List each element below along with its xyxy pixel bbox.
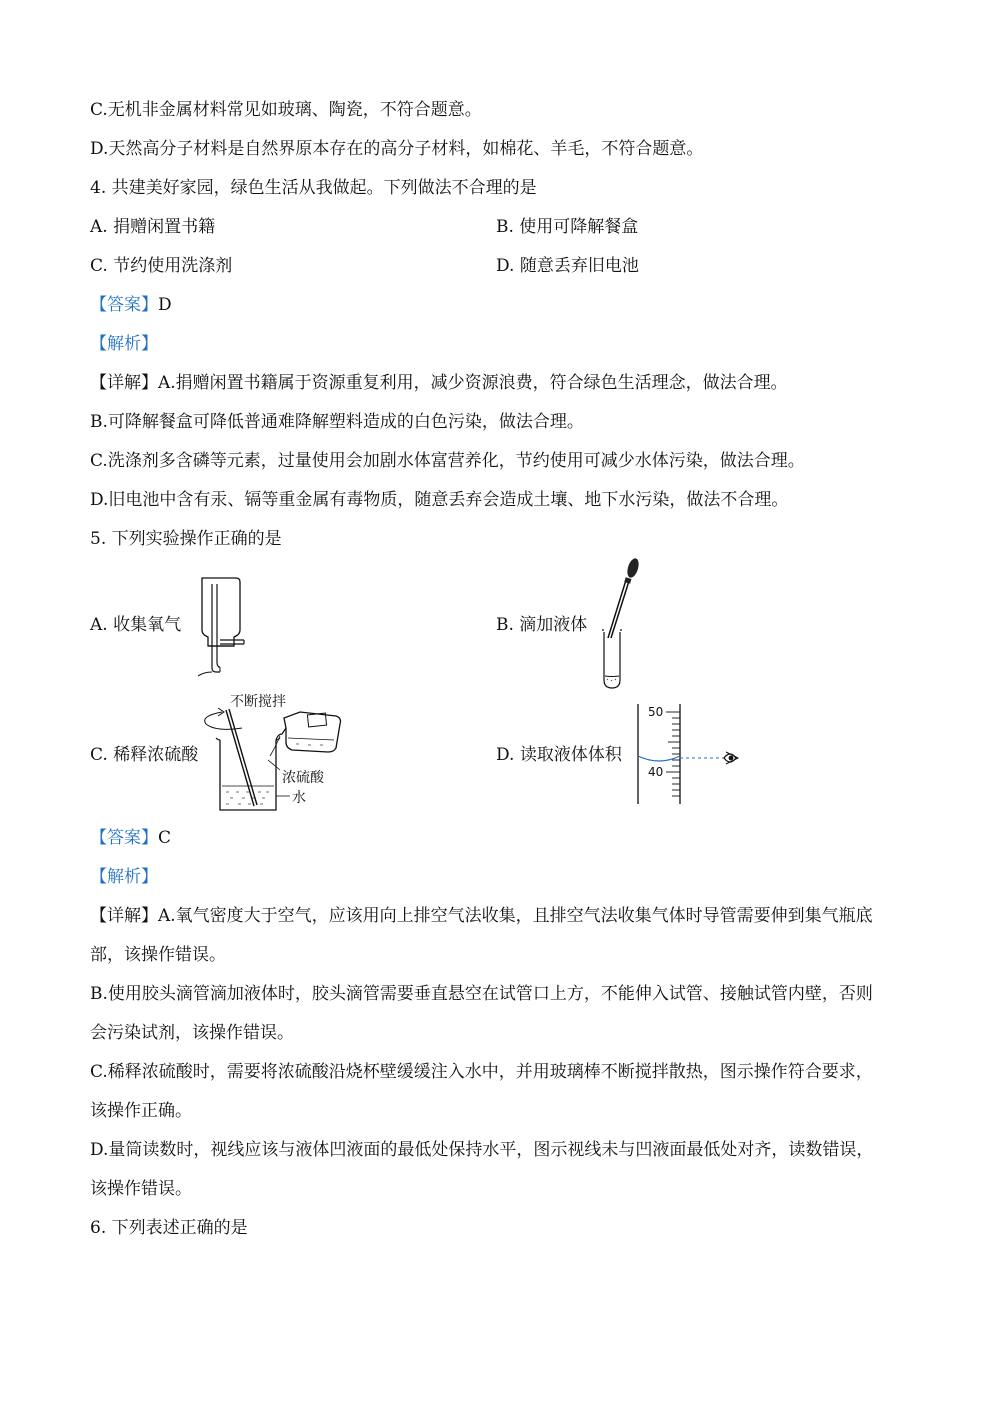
q5-detail-b: B.使用胶头滴管滴加液体时，胶头滴管需要垂直悬空在试管口上方，不能伸入试管、接触试管内壁，否则 [90,984,873,1004]
q4-detail-c: C.洗涤剂多含磷等元素，过量使用会加剧水体富营养化，节约使用可减少水体污染，做法合理。 [90,451,805,471]
dropper-test-tube-figure [596,558,646,692]
graduated-cylinder-reading-figure [628,700,748,808]
label-concentrated-acid: 浓硫酸 [282,770,324,786]
tick-label-50: 50 [648,705,664,719]
gas-collection-bottle-figure [190,574,260,676]
q4-answer [90,294,172,316]
q5-detail-d: D.量筒读数时，视线应该与液体凹液面的最低处保持水平，图示视线未与凹液面最低处对齐，读数错误， [90,1140,874,1160]
q4-analysis-tag: 【解析】 [90,334,158,354]
answer-tag: 【答案】 [90,828,158,848]
q5-detail-a [90,905,873,927]
answer-value: C [158,828,172,848]
detail-tag: 【详解】 [90,373,158,393]
q5-detail-d-cont: 该操作错误。 [90,1179,192,1199]
q4-detail-b: B.可降解餐盒可降低普通难降解塑料造成的白色污染，做法合理。 [90,412,584,432]
paragraph-d-natural-polymer: D.天然高分子材料是自然界原本存在的高分子材料，如棉花、羊毛，不符合题意。 [90,139,704,159]
detail-text: A.捐赠闲置书籍属于资源重复利用，减少资源浪费，符合绿色生活理念，做法合理。 [158,373,788,393]
dilute-sulfuric-acid-figure [196,688,346,818]
q4-detail-a [90,372,788,394]
q5-detail-b-cont: 会污染试剂，该操作错误。 [90,1023,294,1043]
q5-analysis-tag: 【解析】 [90,867,158,887]
question-6-stem: 6. 下列表述正确的是 [90,1218,248,1238]
question-4-stem: 4. 共建美好家园，绿色生活从我做起。下列做法不合理的是 [90,178,537,198]
detail-text: A.氧气密度大于空气，应该用向上排空气法收集，且排空气法收集气体时导管需要伸到集气瓶底 [158,906,873,926]
q5-detail-c-cont: 该操作正确。 [90,1101,192,1121]
q4-option-b: B. 使用可降解餐盒 [496,217,639,237]
q4-option-c: C. 节约使用洗涤剂 [90,256,233,276]
q5-answer [90,827,171,849]
q5-option-b: B. 滴加液体 [496,615,588,635]
paragraph-c-inorganic: C.无机非金属材料常见如玻璃、陶瓷，不符合题意。 [90,100,482,120]
q5-detail-a-cont: 部，该操作错误。 [90,945,226,965]
answer-value: D [158,295,172,315]
q5-option-a: A. 收集氧气 [90,615,182,635]
question-5-stem: 5. 下列实验操作正确的是 [90,529,282,549]
answer-tag: 【答案】 [90,295,158,315]
q4-detail-d: D.旧电池中含有汞、镉等重金属有毒物质，随意丢弃会造成土壤、地下水污染，做法不合理。 [90,490,789,510]
q4-option-a: A. 捐赠闲置书籍 [90,217,216,237]
label-stir: 不断搅拌 [230,694,286,710]
tick-label-40: 40 [648,765,664,779]
q5-option-d: D. 读取液体体积 [496,745,622,765]
detail-tag: 【详解】 [90,906,158,926]
q4-option-d: D. 随意丢弃旧电池 [496,256,639,276]
q5-detail-c: C.稀释浓硫酸时，需要将浓硫酸沿烧杯壁缓缓注入水中，并用玻璃棒不断搅拌散热，图示操作符合要求， [90,1062,873,1082]
q5-option-c: C. 稀释浓硫酸 [90,745,199,765]
label-water: 水 [292,790,306,806]
